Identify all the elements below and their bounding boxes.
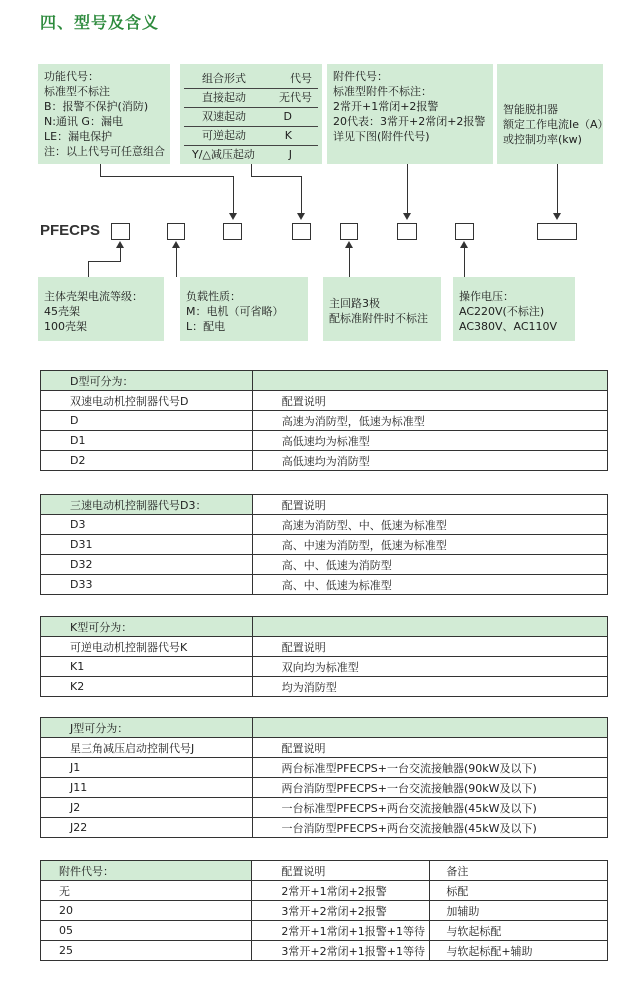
main-circuit-box xyxy=(323,277,441,341)
table-row xyxy=(41,901,608,921)
connector-line xyxy=(464,247,465,277)
connector-line xyxy=(233,176,234,214)
table-row xyxy=(41,575,608,595)
combination-box xyxy=(180,64,322,164)
table-cell: 20 xyxy=(41,901,252,921)
load-nature-line: L：配电 xyxy=(186,320,226,333)
load-nature-box xyxy=(180,277,308,341)
table-cell: 3常开+2常闭+1报警+1等待 xyxy=(252,941,430,961)
table-cell: D32 xyxy=(41,555,253,575)
attachment-code-line: 2常开+1常闭+2报警 xyxy=(333,100,439,113)
trip-unit-box xyxy=(497,64,609,164)
table-cell: J2 xyxy=(41,798,253,818)
operating-voltage-line: 操作电压： xyxy=(459,290,514,303)
code-slot-load xyxy=(167,223,185,240)
table-cell: 配置说明 xyxy=(252,391,607,411)
table-cell: 标配 xyxy=(430,881,608,901)
table-cell: 均为消防型 xyxy=(252,677,607,697)
trip-unit-line: 智能脱扣器 xyxy=(503,103,558,116)
table-cell: J1 xyxy=(41,758,253,778)
attachment-code-line: 附件代号： xyxy=(333,70,388,83)
table-cell: 配置说明 xyxy=(252,495,607,515)
function-code-line: 功能代号： xyxy=(44,70,99,83)
combination-form: Y/△减压起动 xyxy=(192,148,255,161)
combination-code: 无代号 xyxy=(279,91,312,104)
attachment-code-line: 20代表：3常开+2常闭+2报警 xyxy=(333,115,486,128)
table-cell: 三速电动机控制器代号D3： xyxy=(41,495,253,515)
table-cell: 高速为消防型、中、低速为标准型 xyxy=(252,515,607,535)
combination-row xyxy=(184,108,318,127)
connector-line xyxy=(88,261,89,277)
main-circuit-line: 配标准附件时不标注 xyxy=(329,312,428,325)
table-cell: 05 xyxy=(41,921,252,941)
table-cell: 双速电动机控制器代号D xyxy=(41,391,253,411)
connector-line xyxy=(88,261,121,262)
table-cell: D xyxy=(41,411,253,431)
table-cell: 高低速均为标准型 xyxy=(252,431,607,451)
attachment-code-box xyxy=(327,64,493,164)
table-cell: 一台标准型PFECPS+两台交流接触器(45kW及以下) xyxy=(252,798,607,818)
code-slot-voltage xyxy=(455,223,474,240)
table-cell: 3常开+2常闭+2报警 xyxy=(252,901,430,921)
connector-line xyxy=(407,164,408,214)
connector-line xyxy=(557,164,558,214)
table-cell: 高、中、低速为标准型 xyxy=(252,575,607,595)
model-code-label: PFECPS xyxy=(40,222,101,239)
table-row xyxy=(41,758,608,778)
code-slot-frame xyxy=(111,223,130,240)
table-cell: 星三角减压启动控制代号J xyxy=(41,738,253,758)
table-title: K型可分为： xyxy=(41,617,253,637)
table-cell: J22 xyxy=(41,818,253,838)
function-code-line: 注：以上代号可任意组合 xyxy=(44,145,165,158)
table-title-row xyxy=(41,718,608,738)
combination-row xyxy=(184,127,318,146)
table-cell: 与软起标配 xyxy=(430,921,608,941)
table-cell: 25 xyxy=(41,941,252,961)
table-cell: 2常开+1常闭+2报警 xyxy=(252,881,430,901)
table-cell: J11 xyxy=(41,778,253,798)
table-row xyxy=(41,535,608,555)
table-cell: 两台标准型PFECPS+一台交流接触器(90kW及以下) xyxy=(252,758,607,778)
table-cell: 高速为消防型，低速为标准型 xyxy=(252,411,607,431)
table-cell xyxy=(252,371,607,391)
code-slot-main-circuit xyxy=(340,223,358,240)
section-heading: 四、型号及含义 xyxy=(40,13,160,32)
load-nature-line: M：电机（可省略） xyxy=(186,305,284,318)
table-cell xyxy=(252,718,607,738)
combination-row xyxy=(184,89,318,108)
arrow-down-icon xyxy=(553,213,561,220)
table-subheader-row xyxy=(41,738,608,758)
table-row xyxy=(41,431,608,451)
table-row xyxy=(41,941,608,961)
table-cell: D31 xyxy=(41,535,253,555)
main-circuit-line: 主回路3极 xyxy=(329,297,380,310)
function-code-line: 标准型不标注 xyxy=(44,85,110,98)
table-header-cell: 配置说明 xyxy=(252,861,430,881)
table-row xyxy=(41,921,608,941)
combination-header-form: 组合形式 xyxy=(202,72,246,85)
table-cell: K2 xyxy=(41,677,253,697)
table-row xyxy=(41,881,608,901)
table-cell: 加辅助 xyxy=(430,901,608,921)
table-cell: 可逆电动机控制器代号K xyxy=(41,637,253,657)
code-slot-function xyxy=(223,223,242,240)
k-type-table xyxy=(40,616,608,697)
operating-voltage-line: AC220V(不标注) xyxy=(459,305,545,318)
combination-form: 直接起动 xyxy=(202,91,246,104)
table-cell: 两台消防型PFECPS+一台交流接触器(90kW及以下) xyxy=(252,778,607,798)
table-title: J型可分为： xyxy=(41,718,253,738)
attachment-code-line: 标准型附件不标注： xyxy=(333,85,432,98)
table-title-row xyxy=(41,371,608,391)
table-row xyxy=(41,451,608,471)
load-nature-line: 负载性质： xyxy=(186,290,241,303)
table-cell xyxy=(252,617,607,637)
table-row xyxy=(41,657,608,677)
table-cell: 配置说明 xyxy=(252,637,607,657)
d-type-table xyxy=(40,370,608,471)
table-cell: 无 xyxy=(41,881,252,901)
table-header-cell: 附件代号： xyxy=(41,861,252,881)
combination-code: J xyxy=(288,148,292,161)
d3-type-table xyxy=(40,494,608,595)
function-code-line: LE：漏电保护 xyxy=(44,130,113,143)
operating-voltage-box xyxy=(453,277,575,341)
arrow-down-icon xyxy=(403,213,411,220)
table-row xyxy=(41,798,608,818)
arrow-down-icon xyxy=(229,213,237,220)
table-cell: 高低速均为消防型 xyxy=(252,451,607,471)
function-code-line: N:通讯 G：漏电 xyxy=(44,115,123,128)
attachment-code-line: 详见下图(附件代号) xyxy=(333,130,430,143)
combination-code: K xyxy=(284,129,292,142)
code-slot-attachment xyxy=(397,223,417,240)
table-cell: D3 xyxy=(41,515,253,535)
table-cell: 高、中速为消防型，低速为标准型 xyxy=(252,535,607,555)
table-cell: 双向均为标准型 xyxy=(252,657,607,677)
table-cell: K1 xyxy=(41,657,253,677)
table-row xyxy=(41,515,608,535)
code-slot-trip-unit xyxy=(537,223,577,240)
table-header-cell: 备注 xyxy=(430,861,608,881)
table-title-row xyxy=(41,617,608,637)
table-cell: 一台消防型PFECPS+两台交流接触器(45kW及以下) xyxy=(252,818,607,838)
function-code-box xyxy=(38,64,170,164)
table-cell: D1 xyxy=(41,431,253,451)
j-type-table xyxy=(40,717,608,838)
table-cell: 高、中、低速为消防型 xyxy=(252,555,607,575)
connector-line xyxy=(176,247,177,277)
table-header-row xyxy=(41,861,608,881)
connector-line xyxy=(251,176,301,177)
table-row xyxy=(41,818,608,838)
table-row xyxy=(41,411,608,431)
table-row xyxy=(41,677,608,697)
arrow-down-icon xyxy=(297,213,305,220)
operating-voltage-line: AC380V、AC110V xyxy=(459,320,558,333)
combination-form: 双速起动 xyxy=(202,110,246,123)
function-code-line: B：报警不保护(消防) xyxy=(44,100,149,113)
table-cell: D33 xyxy=(41,575,253,595)
frame-current-line: 100壳架 xyxy=(44,320,87,333)
combination-form: 可逆起动 xyxy=(202,129,246,142)
table-cell: 配置说明 xyxy=(252,738,607,758)
trip-unit-line: 或控制功率(kw) xyxy=(503,133,582,146)
table-cell: D2 xyxy=(41,451,253,471)
table-row xyxy=(41,778,608,798)
frame-current-box xyxy=(38,277,164,341)
connector-line xyxy=(349,247,350,277)
table-subheader-row xyxy=(41,391,608,411)
table-subheader-row xyxy=(41,495,608,515)
table-cell: 2常开+1常闭+1报警+1等待 xyxy=(252,921,430,941)
table-subheader-row xyxy=(41,637,608,657)
connector-line xyxy=(100,176,233,177)
connector-line xyxy=(301,176,302,214)
attachment-code-table xyxy=(40,860,608,961)
connector-line xyxy=(251,164,252,176)
connector-line xyxy=(120,247,121,261)
table-title: D型可分为： xyxy=(41,371,253,391)
connector-line xyxy=(100,164,101,176)
table-row xyxy=(41,555,608,575)
table-cell: 与软起标配+辅助 xyxy=(430,941,608,961)
combination-header xyxy=(184,70,318,89)
combination-code: D xyxy=(283,110,292,123)
frame-current-line: 主体壳架电流等级： xyxy=(44,290,143,303)
trip-unit-line: 额定工作电流Ie（A） xyxy=(503,118,609,131)
code-slot-combination xyxy=(292,223,311,240)
combination-row xyxy=(184,146,318,164)
combination-header-code: 代号 xyxy=(290,72,312,85)
frame-current-line: 45壳架 xyxy=(44,305,80,318)
